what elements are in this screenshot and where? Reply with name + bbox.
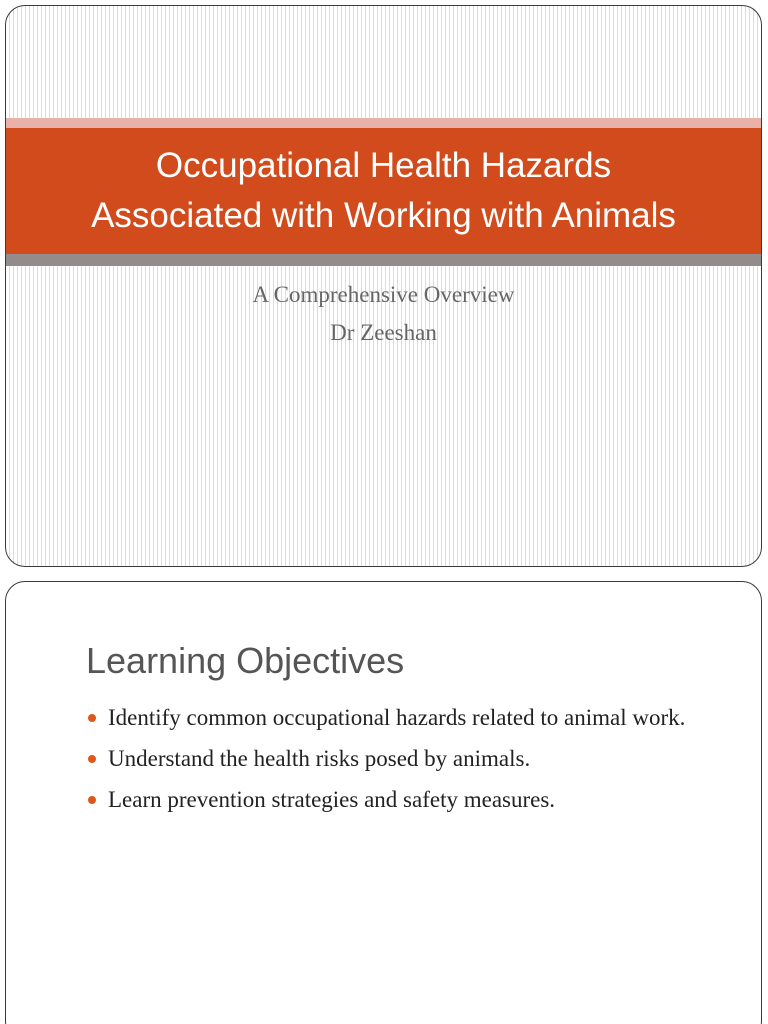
bullet-text: Understand the health risks posed by animals. [108, 746, 531, 771]
slide-title-line-1: Occupational Health Hazards [155, 146, 612, 185]
list-item [88, 702, 708, 733]
slide-title-line-2: Associated with Working with Animals [91, 196, 676, 235]
bullet-list [88, 702, 708, 825]
bullet-dot-icon [88, 714, 96, 722]
learning-objectives-slide [5, 581, 762, 1024]
bullet-dot-icon [88, 796, 96, 804]
bullet-text: Learn prevention strategies and safety measures. [108, 787, 556, 812]
bullet-text: Identify common occupational hazards related to animal work. [108, 705, 686, 730]
list-item [88, 784, 708, 815]
bullet-dot-icon [88, 755, 96, 763]
slide-heading: Learning Objectives [86, 640, 405, 681]
title-band-top-accent [6, 118, 761, 128]
slide-subtitle [6, 276, 761, 352]
title-band-bottom-accent [6, 254, 761, 266]
title-slide [5, 5, 762, 567]
list-item [88, 743, 708, 774]
subtitle-line-2: Dr Zeeshan [330, 320, 437, 345]
title-band [6, 128, 761, 254]
subtitle-line-1: A Comprehensive Overview [252, 282, 515, 307]
